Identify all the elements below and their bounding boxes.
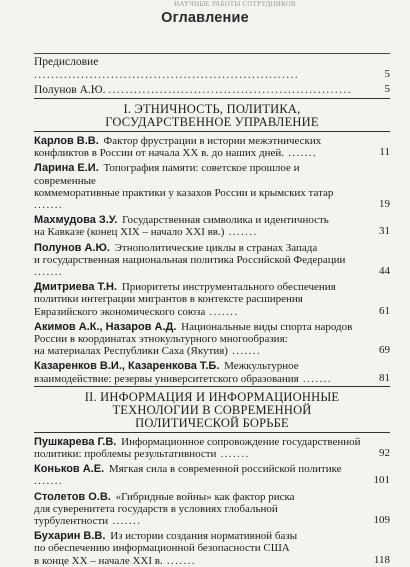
entry-author: Дмитриева Т.Н. (34, 281, 118, 294)
leader-dots: ....... (162, 554, 196, 567)
entry-title-line: Государственная символика и идентичность (122, 214, 329, 227)
page-number: 81 (379, 371, 390, 384)
page-number: 5 (384, 68, 390, 80)
page-number: 61 (379, 304, 390, 317)
toc-entry[interactable] (34, 529, 390, 567)
entry-title-line: коммеморативные практики у казахов России и крымских татар (34, 186, 334, 199)
section-heading-line: II. ИНФОРМАЦИЯ И ИНФОРМАЦИОННЫЕ (84, 389, 340, 404)
leader-dots: ....... (108, 515, 142, 528)
entry-title-line: Евразийского экономического союза (34, 305, 206, 318)
section-heading-2 (34, 389, 390, 431)
page-number: 118 (373, 553, 390, 566)
entry-author: Карлов В.В. (34, 135, 99, 147)
toc-entry[interactable] (34, 213, 390, 238)
leader-dots: ....... (284, 147, 318, 160)
entry-title-line: Информационное сопровождение государственной (121, 435, 361, 448)
leader-dots: ....... (34, 266, 64, 279)
entry-title-line: «Гибридные войны» как фактор риска (115, 490, 295, 503)
leader-dots: ....... (216, 448, 250, 461)
entry-author: Акимов А.К., Назаров А.Д. (34, 320, 177, 333)
entry-title-line: политики интеграции мигрантов в контексте расширения (34, 293, 303, 306)
leader-dots: ....... (34, 475, 64, 488)
entry-title-line: в конце XX – начале XXI в. (34, 554, 163, 567)
section-heading-line: ТЕХНОЛОГИИ В СОВРЕМЕННОЙ (112, 402, 312, 417)
toc-entry[interactable] (34, 490, 390, 528)
toc-entry[interactable] (34, 161, 390, 211)
page-number: 92 (379, 447, 390, 460)
section-rule (34, 386, 390, 387)
entry-title-line: России в координатах этнокультурного многообразия: (34, 333, 288, 346)
toc-entry[interactable] (34, 320, 390, 358)
table-of-contents (34, 53, 390, 567)
page-title: Оглавление (161, 10, 249, 26)
section-heading-line: I. ЭТНИЧНОСТЬ, ПОЛИТИКА, (123, 102, 301, 116)
entry-title-line: конфликтов в России от начала XX в. до наших дней. (34, 147, 284, 160)
page-number: 44 (379, 265, 390, 278)
toc-entry[interactable] (34, 435, 390, 460)
section-rule (34, 131, 390, 132)
entry-title: Полунов А.Ю. (34, 84, 106, 96)
toc-entry[interactable] (34, 280, 390, 318)
entry-title-line: Фактор фрустрации в истории межэтнических (103, 135, 322, 147)
section-1-entries (34, 134, 390, 385)
entry-author: Полунов А.Ю. (34, 241, 110, 254)
entry-author: Столетов О.В. (34, 490, 111, 503)
page-number: 11 (379, 146, 390, 159)
entry-title-line: Мягкая сила в современной российской политике (108, 463, 342, 476)
page-number: 31 (379, 225, 390, 238)
toc-entry-preface[interactable]: Предисловие .............................................................. 5 (34, 56, 390, 81)
entry-title-line: для суверенитета государств в условиях глобальной (34, 502, 278, 515)
section-heading-1 (34, 101, 390, 130)
entry-title-line: Из истории создания нормативной базы (110, 530, 298, 543)
entry-author: Махмудова З.У. (34, 214, 118, 227)
page-number: 69 (379, 344, 390, 357)
toc-entry[interactable] (34, 134, 390, 159)
entry-author: Ларина Е.И. (34, 162, 99, 175)
section-heading-line: ГОСУДАРСТВЕННОЕ УПРАВЛЕНИЕ (105, 115, 319, 129)
page-number: 109 (373, 514, 390, 527)
entry-author: Бухарин В.В. (34, 530, 106, 543)
leader-dots: ....... (227, 345, 262, 358)
entry-title-line: на материалах Республики Саха (Якутия) (34, 345, 228, 358)
entry-title-line: и государственная национальная политика Российской Федерации (34, 253, 346, 266)
entry-author: Коньков А.Е. (34, 463, 105, 476)
leader-dots: ....... (34, 199, 64, 212)
entry-author: Пушкарева Г.В. (34, 435, 117, 448)
entry-title-line: по обеспечению информационной безопасности США (34, 542, 290, 555)
toc-entry[interactable] (34, 462, 390, 487)
page-number: 19 (379, 198, 390, 211)
entry-title-line: политики: проблемы результативности (34, 448, 217, 461)
section-rule (34, 98, 390, 99)
entry-title-line: турбулентности (34, 515, 109, 528)
toc-entry[interactable] (34, 241, 390, 279)
entry-title-line: Приоритеты инструментального обеспечения (121, 281, 336, 294)
entry-title-line: взаимодействие: резервы университетского образования (34, 372, 299, 385)
entry-title-line: Этнополитические циклы в странах Запада (114, 241, 318, 254)
toc-entry-intro[interactable]: Полунов А.Ю. ......................................................... 5 (34, 83, 390, 96)
leader-dots: ....... (298, 372, 332, 385)
leader-dots: ....... (224, 226, 258, 239)
section-rule (34, 432, 390, 433)
entry-title-line: Межкультурное (224, 360, 299, 373)
entry-title-line: на Кавказе (конец XIX – начало XXI вв.) (34, 226, 225, 239)
toc-entry[interactable] (34, 359, 390, 384)
page-number: 5 (384, 83, 390, 95)
bleed-through-text: НАУЧНЫЕ РАБОТЫ СОТРУДНИКОВ (174, 0, 296, 8)
leader-dots: ....... (205, 305, 239, 318)
page-number: 101 (373, 474, 390, 487)
entry-title-line: Национальные виды спорта народов (181, 320, 353, 333)
entry-title: Предисловие (34, 56, 99, 68)
entry-title-line: Топография памяти: советское прошлое и современные (34, 162, 300, 187)
section-heading-line: ПОЛИТИЧЕСКОЙ БОРЬБЕ (135, 415, 289, 430)
entry-author: Казаренков В.И., Казаренкова Т.Б. (34, 360, 220, 373)
section-2-entries (34, 435, 390, 567)
